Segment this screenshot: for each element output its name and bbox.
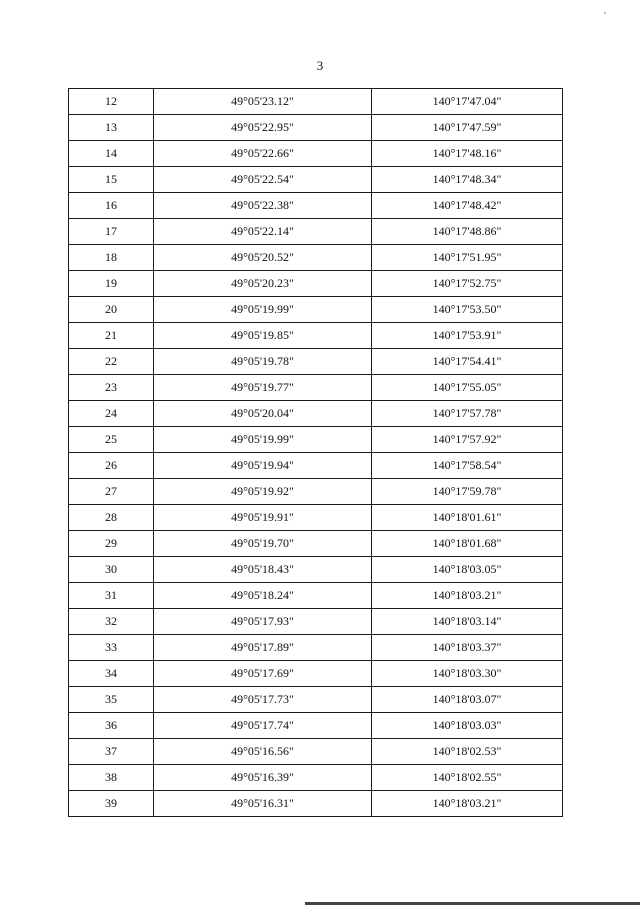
longitude-cell: 140°17'47.59" <box>372 115 563 141</box>
latitude-cell: 49°05'22.38" <box>154 193 372 219</box>
table-row <box>69 349 563 375</box>
latitude-cell: 49°05'19.70" <box>154 531 372 557</box>
point-number-cell: 39 <box>69 791 154 817</box>
longitude-cell: 140°17'48.34" <box>372 167 563 193</box>
table-row <box>69 219 563 245</box>
point-number-cell: 20 <box>69 297 154 323</box>
point-number-cell: 15 <box>69 167 154 193</box>
coordinates-table <box>68 88 563 817</box>
latitude-cell: 49°05'17.89" <box>154 635 372 661</box>
table-row <box>69 713 563 739</box>
point-number-cell: 35 <box>69 687 154 713</box>
table-row <box>69 765 563 791</box>
point-number-cell: 14 <box>69 141 154 167</box>
point-number-cell: 38 <box>69 765 154 791</box>
latitude-cell: 49°05'22.14" <box>154 219 372 245</box>
longitude-cell: 140°18'03.21" <box>372 791 563 817</box>
longitude-cell: 140°17'54.41" <box>372 349 563 375</box>
point-number-cell: 19 <box>69 271 154 297</box>
point-number-cell: 26 <box>69 453 154 479</box>
table-row <box>69 687 563 713</box>
point-number-cell: 30 <box>69 557 154 583</box>
latitude-cell: 49°05'19.91" <box>154 505 372 531</box>
latitude-cell: 49°05'16.56" <box>154 739 372 765</box>
longitude-cell: 140°18'03.05" <box>372 557 563 583</box>
longitude-cell: 140°17'48.42" <box>372 193 563 219</box>
point-number-cell: 17 <box>69 219 154 245</box>
longitude-cell: 140°17'57.78" <box>372 401 563 427</box>
point-number-cell: 12 <box>69 89 154 115</box>
table-row <box>69 167 563 193</box>
point-number-cell: 27 <box>69 479 154 505</box>
longitude-cell: 140°17'59.78" <box>372 479 563 505</box>
longitude-cell: 140°18'02.53" <box>372 739 563 765</box>
latitude-cell: 49°05'19.77" <box>154 375 372 401</box>
point-number-cell: 25 <box>69 427 154 453</box>
longitude-cell: 140°18'02.55" <box>372 765 563 791</box>
table-row <box>69 115 563 141</box>
table-row <box>69 661 563 687</box>
latitude-cell: 49°05'22.95" <box>154 115 372 141</box>
point-number-cell: 18 <box>69 245 154 271</box>
latitude-cell: 49°05'18.43" <box>154 557 372 583</box>
latitude-cell: 49°05'17.74" <box>154 713 372 739</box>
table-row <box>69 401 563 427</box>
point-number-cell: 22 <box>69 349 154 375</box>
latitude-cell: 49°05'19.92" <box>154 479 372 505</box>
latitude-cell: 49°05'20.52" <box>154 245 372 271</box>
table-row <box>69 245 563 271</box>
latitude-cell: 49°05'20.04" <box>154 401 372 427</box>
table-row <box>69 557 563 583</box>
longitude-cell: 140°17'48.16" <box>372 141 563 167</box>
latitude-cell: 49°05'20.23" <box>154 271 372 297</box>
latitude-cell: 49°05'19.94" <box>154 453 372 479</box>
table-row <box>69 635 563 661</box>
table-row <box>69 427 563 453</box>
table-row <box>69 323 563 349</box>
table-row <box>69 193 563 219</box>
latitude-cell: 49°05'19.99" <box>154 427 372 453</box>
longitude-cell: 140°17'52.75" <box>372 271 563 297</box>
table-row <box>69 739 563 765</box>
scan-speck <box>604 12 606 14</box>
point-number-cell: 37 <box>69 739 154 765</box>
longitude-cell: 140°17'58.54" <box>372 453 563 479</box>
latitude-cell: 49°05'19.78" <box>154 349 372 375</box>
point-number-cell: 29 <box>69 531 154 557</box>
longitude-cell: 140°17'55.05" <box>372 375 563 401</box>
latitude-cell: 49°05'17.69" <box>154 661 372 687</box>
latitude-cell: 49°05'22.66" <box>154 141 372 167</box>
latitude-cell: 49°05'16.39" <box>154 765 372 791</box>
point-number-cell: 23 <box>69 375 154 401</box>
latitude-cell: 49°05'17.93" <box>154 609 372 635</box>
latitude-cell: 49°05'19.99" <box>154 297 372 323</box>
point-number-cell: 24 <box>69 401 154 427</box>
latitude-cell: 49°05'22.54" <box>154 167 372 193</box>
longitude-cell: 140°17'48.86" <box>372 219 563 245</box>
latitude-cell: 49°05'17.73" <box>154 687 372 713</box>
point-number-cell: 28 <box>69 505 154 531</box>
table-row <box>69 791 563 817</box>
point-number-cell: 13 <box>69 115 154 141</box>
table-row <box>69 141 563 167</box>
longitude-cell: 140°18'03.30" <box>372 661 563 687</box>
longitude-cell: 140°18'03.03" <box>372 713 563 739</box>
longitude-cell: 140°17'53.50" <box>372 297 563 323</box>
table-row <box>69 375 563 401</box>
table-row <box>69 583 563 609</box>
longitude-cell: 140°18'01.68" <box>372 531 563 557</box>
longitude-cell: 140°17'51.95" <box>372 245 563 271</box>
point-number-cell: 33 <box>69 635 154 661</box>
point-number-cell: 36 <box>69 713 154 739</box>
latitude-cell: 49°05'23.12" <box>154 89 372 115</box>
table-row <box>69 297 563 323</box>
coordinates-table-body <box>69 89 563 817</box>
longitude-cell: 140°17'53.91" <box>372 323 563 349</box>
table-row <box>69 271 563 297</box>
point-number-cell: 34 <box>69 661 154 687</box>
table-row <box>69 505 563 531</box>
table-row <box>69 89 563 115</box>
longitude-cell: 140°18'03.14" <box>372 609 563 635</box>
point-number-cell: 31 <box>69 583 154 609</box>
longitude-cell: 140°18'03.37" <box>372 635 563 661</box>
latitude-cell: 49°05'19.85" <box>154 323 372 349</box>
point-number-cell: 32 <box>69 609 154 635</box>
point-number-cell: 21 <box>69 323 154 349</box>
latitude-cell: 49°05'18.24" <box>154 583 372 609</box>
point-number-cell: 16 <box>69 193 154 219</box>
longitude-cell: 140°17'57.92" <box>372 427 563 453</box>
longitude-cell: 140°18'03.21" <box>372 583 563 609</box>
longitude-cell: 140°17'47.04" <box>372 89 563 115</box>
table-row <box>69 479 563 505</box>
table-row <box>69 531 563 557</box>
longitude-cell: 140°18'03.07" <box>372 687 563 713</box>
page-number: 3 <box>316 58 324 73</box>
latitude-cell: 49°05'16.31" <box>154 791 372 817</box>
longitude-cell: 140°18'01.61" <box>372 505 563 531</box>
table-row <box>69 453 563 479</box>
table-row <box>69 609 563 635</box>
